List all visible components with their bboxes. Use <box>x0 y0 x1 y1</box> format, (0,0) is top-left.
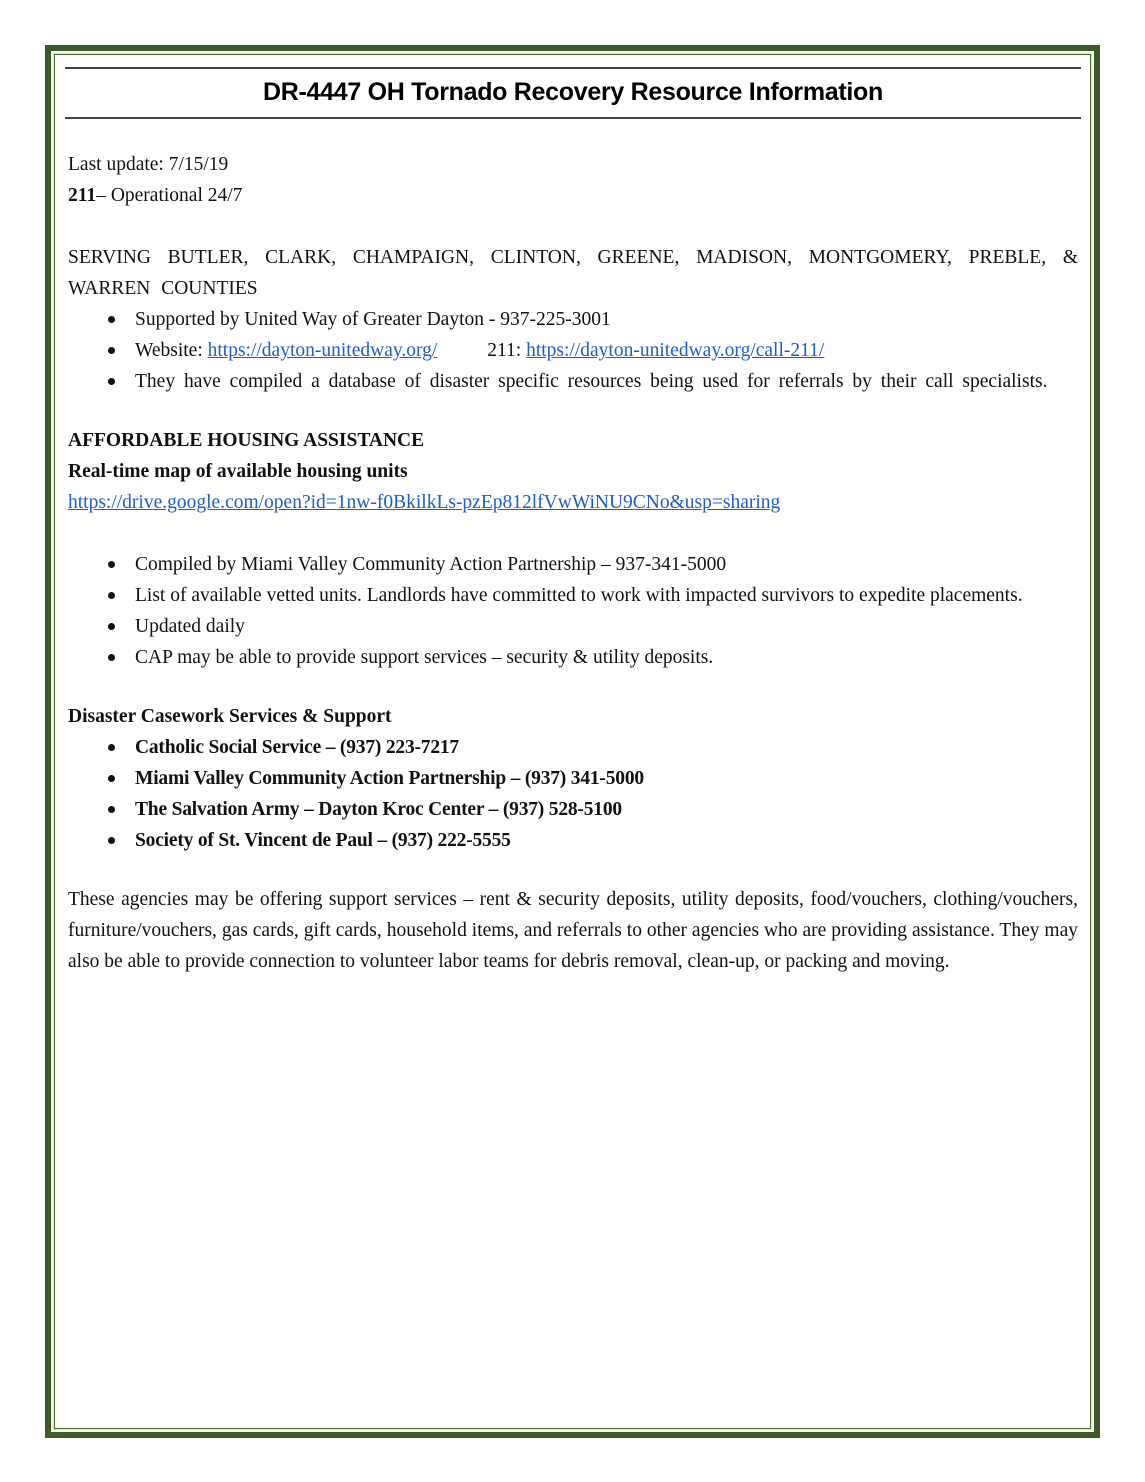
housing-subheading: Real-time map of available housing units <box>68 461 408 482</box>
list-item <box>68 794 1078 825</box>
list-item-text: The Salvation Army – Dayton Kroc Center – (937) 528-5100 <box>135 799 622 820</box>
list-item <box>68 732 1078 763</box>
bullet-icon <box>108 806 115 813</box>
list-item-text: CAP may be able to provide support services – security & utility deposits. <box>135 647 714 668</box>
line-211 <box>68 180 1078 211</box>
website-label: Website: <box>135 340 208 361</box>
list-item <box>68 366 1078 397</box>
bullet-icon <box>108 316 115 323</box>
bullet-icon <box>108 744 115 751</box>
label-211-link: 211: <box>487 340 527 361</box>
bullet-icon <box>108 592 115 599</box>
bullet-icon <box>108 561 115 568</box>
united-way-list <box>68 304 1078 397</box>
closing-paragraph: These agencies may be offering support services – rent & security deposits, utility deposits, food/vouchers, clothing/vouchers, furniture/vouchers, gas cards, gift cards, household items, and referrals to other agencies who are providing assistance. They may also be able to provide connection to volunteer labor teams for debris removal, clean-up, or packing and moving. <box>68 889 1078 972</box>
list-item-text: Compiled by Miami Valley Community Action Partnership – 937-341-5000 <box>135 554 727 575</box>
list-item <box>68 642 1078 673</box>
list-item <box>68 335 1078 366</box>
list-item-text: Supported by United Way of Greater Dayton - 937-225-3001 <box>135 309 611 330</box>
document-body <box>68 67 1078 977</box>
list-item-text: They have compiled a database of disaster specific resources being used for referrals by their call specialists. <box>135 371 1048 392</box>
list-item-text: Updated daily <box>135 616 245 637</box>
list-item <box>68 611 1078 642</box>
title-box <box>65 67 1081 119</box>
website-link[interactable]: https://dayton-unitedway.org/ <box>207 340 438 361</box>
list-item-text: Miami Valley Community Action Partnership – (937) 341-5000 <box>135 768 644 789</box>
list-item-text: List of available vetted units. Landlords have committed to work with impacted survivors to expedite placements. <box>135 585 1023 606</box>
serving-counties: SERVING BUTLER, CLARK, CHAMPAIGN, CLINTON, GREENE, MADISON, MONTGOMERY, PREBLE, & WARREN COUNTIES <box>68 247 1078 299</box>
casework-heading: Disaster Casework Services & Support <box>68 706 392 727</box>
bullet-icon <box>108 347 115 354</box>
label-211: 211 <box>68 185 97 206</box>
list-item-text: Catholic Social Service – (937) 223-7217 <box>135 737 459 758</box>
bullet-icon <box>108 837 115 844</box>
list-item <box>68 825 1078 856</box>
housing-heading: AFFORDABLE HOUSING ASSISTANCE <box>68 430 425 451</box>
call-211-link[interactable]: https://dayton-unitedway.org/call-211/ <box>526 340 825 361</box>
bullet-icon <box>108 654 115 661</box>
operational-text: – Operational 24/7 <box>96 185 243 206</box>
list-item-text: Society of St. Vincent de Paul – (937) 222-5555 <box>135 830 511 851</box>
document-title: DR-4447 OH Tornado Recovery Resource Information <box>262 78 883 106</box>
bullet-icon <box>108 623 115 630</box>
bullet-icon <box>108 378 115 385</box>
list-item <box>68 580 1078 611</box>
bullet-icon <box>108 775 115 782</box>
list-item <box>68 304 1078 335</box>
list-item <box>68 549 1078 580</box>
housing-map-link[interactable]: https://drive.google.com/open?id=1nw-f0BkilkLs-pzEp812lfVwWiNU9CNo&usp=sharing <box>68 492 781 513</box>
housing-list <box>68 549 1078 673</box>
last-update: Last update: 7/15/19 <box>68 154 229 175</box>
list-item <box>68 763 1078 794</box>
casework-list <box>68 732 1078 856</box>
